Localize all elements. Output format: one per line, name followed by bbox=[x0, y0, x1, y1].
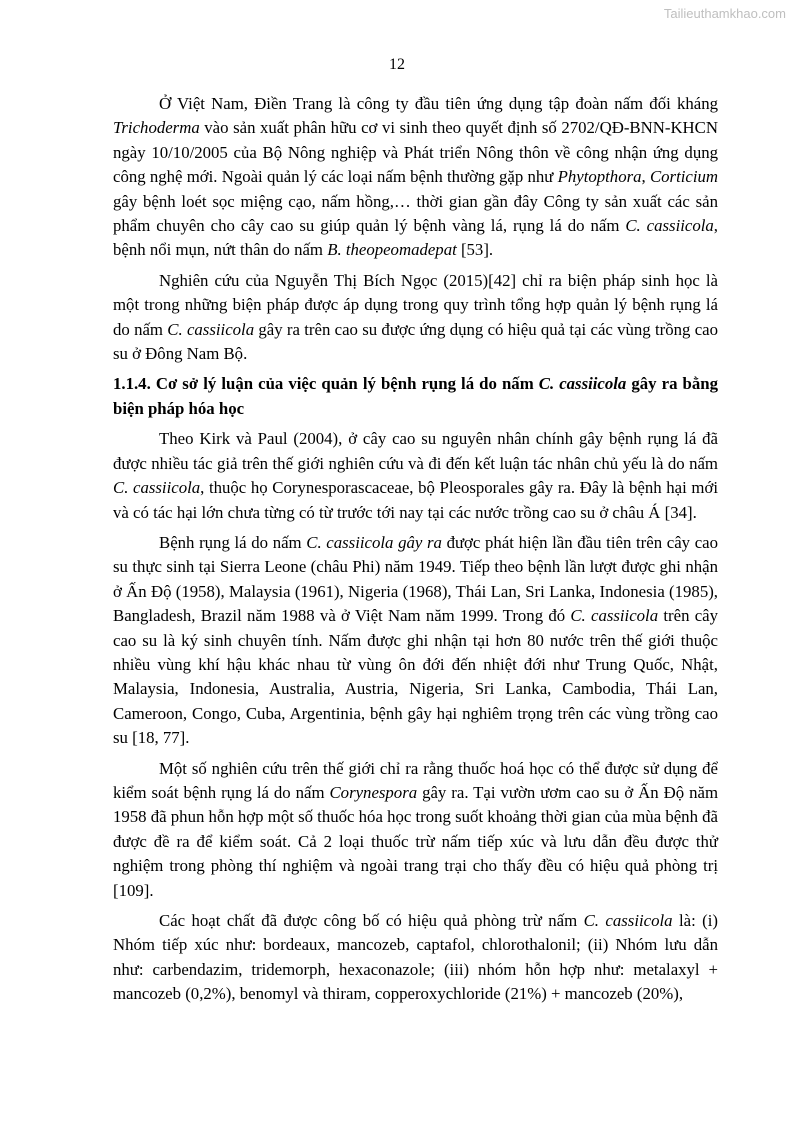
italic-text: Trichoderma bbox=[113, 118, 200, 138]
text-run: Theo Kirk và Paul (2004), ở cây cao su nguyên nhân chính gây bệnh rụng lá đã được nhiều tác giả trên thế giới nghiên cứu và đi đến kết luận tác nhân chủ yếu là do nấm bbox=[113, 429, 718, 473]
paragraph bbox=[113, 269, 718, 367]
italic-text: Corticium bbox=[649, 167, 719, 187]
text-run: Các hoạt chất đã được công bố có hiệu quả phòng trừ nấm bbox=[159, 911, 584, 930]
text-run: Nghiên cứu của Nguyễn Thị Bích Ngọc (2015)[42] chỉ ra biện pháp sinh học là một trong những biện pháp được áp dụng trong quy trình tổng hợp quản lý bệnh rụng lá do nấm bbox=[113, 270, 718, 339]
italic-text: C. cassiicola gây ra bbox=[306, 532, 442, 552]
watermark: Tailieuthamkhao.com bbox=[663, 6, 786, 21]
text-run: Ở Việt Nam, Điền Trang là công ty đầu tiên ứng dụng tập đoàn nấm đối kháng bbox=[159, 94, 718, 113]
page-number: 12 bbox=[389, 56, 405, 73]
text-run: được phát hiện lần đầu tiên trên cây cao su thực sinh tại Sierra Leone (châu Phi) năm 1949. Tiếp theo bệnh lần lượt được ghi nhận ở Ấn Độ (1958), Malaysia (1961), Nigeria (1968), Thái Lan, Sri Lanka, Indonesia (1985), Bangladesh, Brazil năm 1988 và ở Việt Nam năm 1999. Trong đó bbox=[113, 532, 718, 626]
text-run: là: (i) Nhóm tiếp xúc như: bordeaux, mancozeb, captafol, chlorothalonil; (ii) Nhóm lưu dẫn như: carbendazim, tridemorph, hexaconazole; (iii) nhóm hỗn hợp như: metalaxyl + mancozeb (0,2%), benomyl và thiram, copperoxychloride (21%) + mancozeb (20%), bbox=[113, 911, 719, 1004]
paragraph bbox=[113, 531, 718, 751]
italic-text: C. cassiicola bbox=[583, 911, 673, 930]
italic-text: Corynespora bbox=[329, 782, 418, 802]
italic-text: Phytopthora bbox=[557, 167, 642, 187]
paragraph bbox=[113, 427, 718, 525]
text-run: trên cây cao su là ký sinh chuyên tính. Nấm được ghi nhận tại hơn 80 nước trên thế giới thuộc nhiều vùng khí hậu khác nhau từ vùng ôn đới đến nhiệt đới như Trung Quốc, Nhật, Malaysia, Indonesia, Australia, Austria, Nigeria, Sri Lanka, Cambodia, Thái Lan, Cameroon, Congo, Cuba, Argentinia, bệnh gây hại nghiêm trọng trên các vùng trồng cao su [18, 77]. bbox=[113, 606, 718, 748]
text-run: , bệnh nổi mụn, nứt thân do nấm bbox=[113, 216, 718, 260]
italic-text: C. cassiicola bbox=[113, 478, 201, 498]
text-run: gây ra trên cao su được ứng dụng có hiệu quả tại các vùng trồng cao su ở Đông Nam Bộ. bbox=[113, 319, 718, 364]
body-text bbox=[113, 92, 718, 1013]
text-run: gây ra bằng biện pháp hóa học bbox=[113, 374, 718, 418]
text-run: gây bệnh loét sọc miệng cạo, nấm hồng,… thời gian gần đây Công ty sản xuất các sản phẩm chuyên cho cây cao su giúp quản lý bệnh vàng lá, rụng lá do nấm bbox=[113, 191, 718, 236]
text-run: 1.1.4. Cơ sở lý luận của việc quản lý bệnh rụng lá do nấm bbox=[113, 374, 539, 394]
italic-text: C. cassiicola bbox=[625, 216, 714, 236]
text-run: gây ra. Tại vườn ươm cao su ở Ấn Độ năm 1958 đã phun hỗn hợp một số thuốc hóa học trong suốt khoảng thời gian của mùa bệnh đã được đề ra để kiểm soát. Cả 2 loại thuốc trừ nấm tiếp xúc và lưu dẫn đều được thử nghiệm trong phòng thí nghiệm và ngoài trang trại cho thấy đều có hiệu quả phòng trị [109]. bbox=[113, 782, 718, 900]
text-run: vào sản xuất phân hữu cơ vi sinh theo quyết định số 2702/QĐ-BNN-KHCN ngày 10/10/2005 của Bộ Nông nghiệp và Phát triển Nông thôn về công nhận ứng dụng công nghệ mới. Ngoài quản lý các loại nấm bệnh thường gặp như bbox=[113, 118, 718, 187]
italic-text: C. cassiicola bbox=[167, 319, 255, 339]
text-run: , thuộc họ Corynesporascaceae, bộ Pleosporales gây ra. Đây là bệnh hại mới và có tác hại lớn chưa từng có từ trước tới nay tại các nước trồng cao su ở châu Á [34]. bbox=[113, 478, 718, 522]
paragraph bbox=[113, 909, 718, 1007]
italic-text: C. cassiicola bbox=[538, 374, 627, 394]
text-run: [53]. bbox=[456, 240, 494, 260]
text-run: Bệnh rụng lá do nấm bbox=[159, 532, 307, 552]
section-heading bbox=[113, 372, 718, 421]
paragraph bbox=[113, 92, 718, 263]
italic-text: C. cassiicola bbox=[570, 606, 659, 626]
text-run: Một số nghiên cứu trên thế giới chỉ ra rằng thuốc hoá học có thể được sử dụng để kiểm soát bệnh rụng lá do nấm bbox=[113, 758, 718, 802]
italic-text: B. theopeomadepat bbox=[327, 240, 457, 260]
text-run: , bbox=[641, 167, 650, 187]
paragraph bbox=[113, 757, 718, 903]
